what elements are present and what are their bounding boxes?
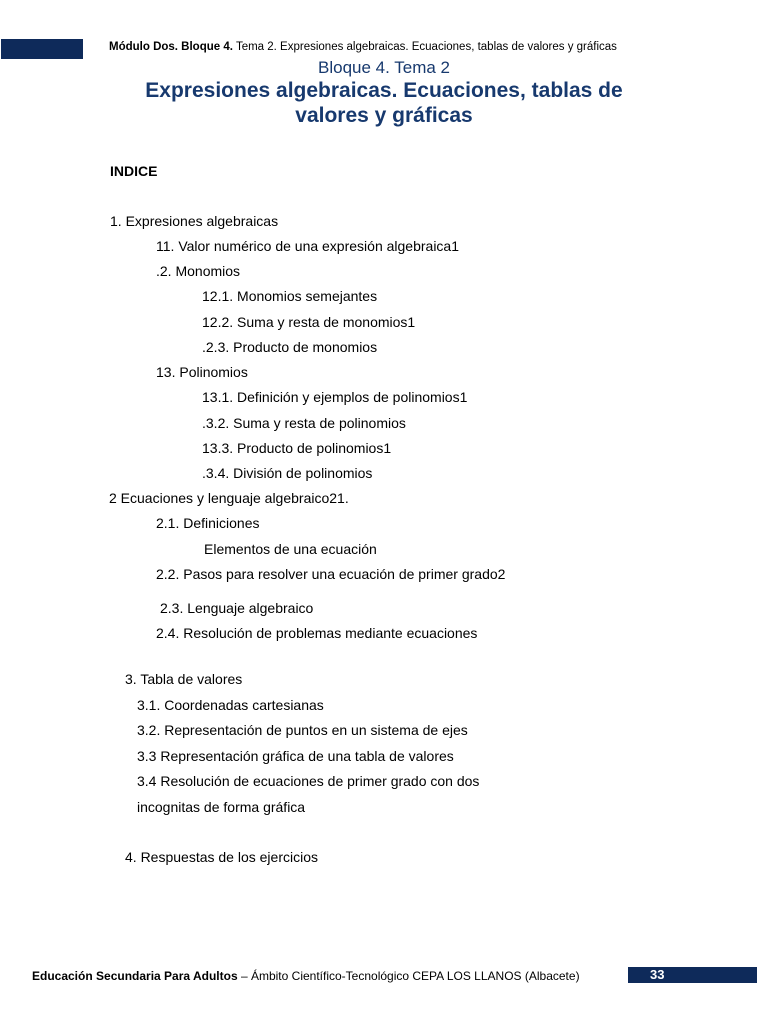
document-title-line-2: valores y gráficas — [295, 104, 473, 127]
toc-entry: 13.3. Producto de polinomios1 — [202, 440, 392, 456]
toc-entry: 3.4 Resolución de ecuaciones de primer grado con dos — [137, 773, 480, 789]
toc-entry: 4. Respuestas de los ejercicios — [125, 849, 318, 865]
toc-entry: 2.1. Definiciones — [156, 515, 260, 531]
toc-entry: 13.1. Definición y ejemplos de polinomios1 — [202, 389, 468, 405]
toc-entry: Elementos de una ecuación — [204, 541, 377, 557]
toc-entry: 12.1. Monomios semejantes — [202, 288, 378, 304]
running-header-module: Módulo Dos. Bloque 4. — [109, 41, 233, 53]
toc-entry: 1. Expresiones algebraicas — [110, 213, 279, 229]
page-number-badge — [628, 967, 757, 983]
toc-entry: 2 Ecuaciones y lenguaje algebraico21. — [109, 490, 349, 506]
toc-entry: 12.2. Suma y resta de monomios1 — [202, 314, 416, 330]
toc-entry: .2. Monomios — [156, 263, 241, 279]
toc-entry: 3.3 Representación gráfica de una tabla de valores — [137, 748, 454, 764]
toc-entry: 3.2. Representación de puntos en un sistema de ejes — [137, 722, 468, 738]
toc-entry: 2.4. Resolución de problemas mediante ecuaciones — [156, 625, 478, 641]
toc-entry: 3.1. Coordenadas cartesianas — [137, 697, 324, 713]
running-header-topic: Tema 2. Expresiones algebraicas. Ecuaciones, tablas de valores y gráficas — [235, 41, 617, 53]
document-subtitle: Bloque 4. Tema 2 — [318, 58, 450, 77]
toc-entry: .2.3. Producto de monomios — [202, 339, 378, 355]
header-color-bar — [1, 39, 83, 59]
toc-entry: 2.2. Pasos para resolver una ecuación de primer grado2 — [156, 566, 506, 582]
footer-program: Educación Secundaria Para Adultos — [32, 969, 238, 983]
running-header — [109, 41, 617, 53]
index-heading: INDICE — [110, 163, 158, 179]
page-number: 33 — [650, 967, 665, 982]
toc-entry: 3. Tabla de valores — [125, 671, 243, 687]
toc-entry: 2.3. Lenguaje algebraico — [160, 600, 314, 616]
toc-entry: 11. Valor numérico de una expresión algebraica1 — [156, 238, 460, 254]
toc-entry: incognitas de forma gráfica — [137, 799, 306, 815]
page-footer — [32, 969, 580, 983]
toc-entry: .3.2. Suma y resta de polinomios — [202, 415, 406, 431]
footer-school: – Ámbito Científico-Tecnológico CEPA LOS LLANOS (Albacete) — [237, 969, 580, 983]
document-title-line-1: Expresiones algebraicas. Ecuaciones, tablas de — [145, 79, 623, 102]
toc-entry: 13. Polinomios — [156, 364, 248, 380]
toc-entry: .3.4. División de polinomios — [202, 465, 373, 481]
